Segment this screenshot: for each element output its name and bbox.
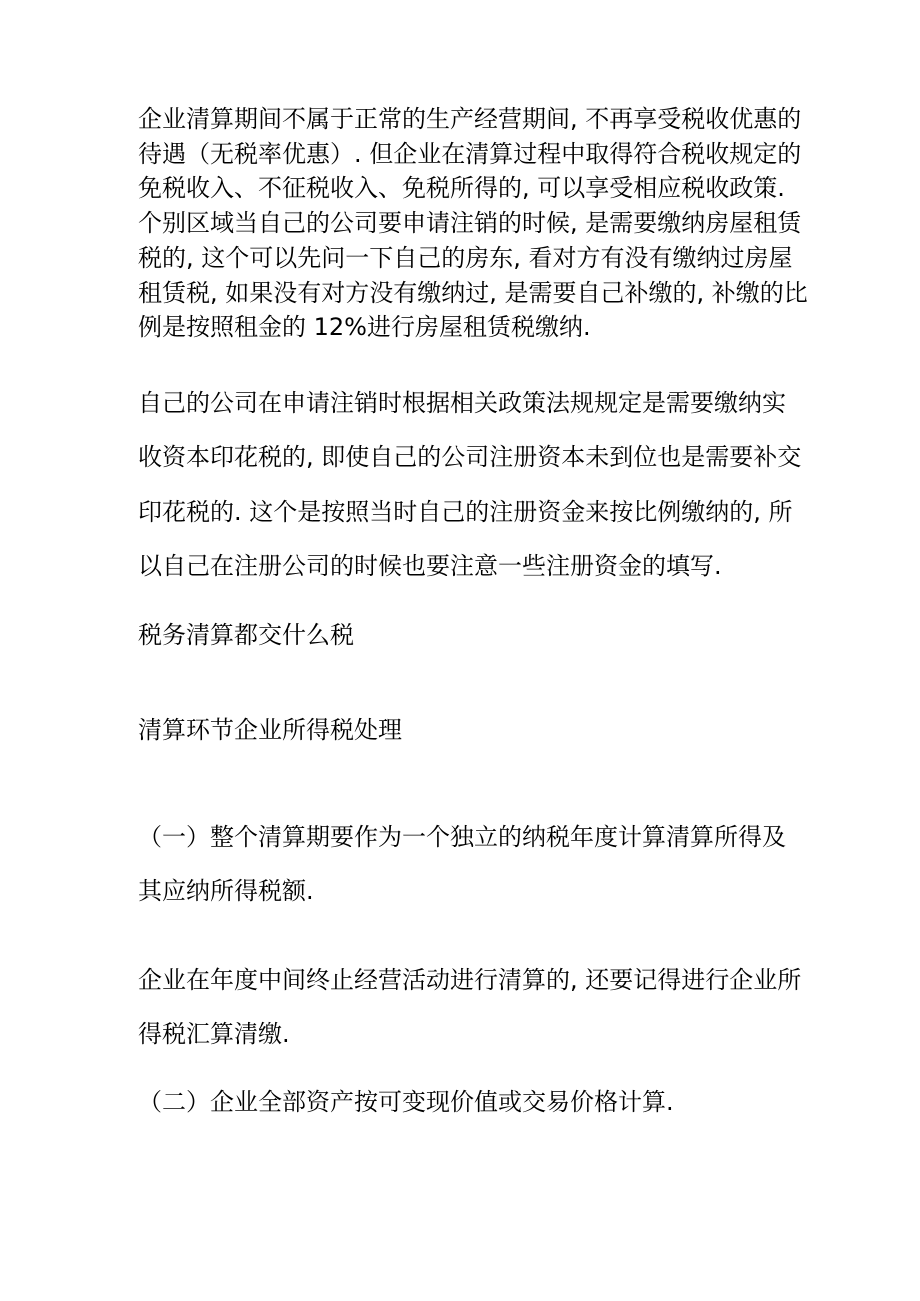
paragraph-item-one bbox=[138, 810, 788, 918]
paragraph-item-two bbox=[138, 1085, 788, 1119]
text-line: 企业清算期间不属于正常的生产经营期间, 不再享受税收优惠的 bbox=[138, 105, 802, 133]
paragraph-stamp-duty bbox=[138, 376, 802, 593]
text-line: 以自己在注册公司的时候也要注意一些注册资金的填写. bbox=[138, 551, 722, 580]
text-line: 清算环节企业所得税处理 bbox=[138, 716, 402, 744]
text-line: 企业在年度中间终止经营活动进行清算的, 还要记得进行企业所 bbox=[138, 966, 802, 994]
text-line: 租赁税, 如果没有对方没有缴纳过, 是需要自己补缴的, 补缴的比 bbox=[138, 278, 808, 307]
paragraph-liquidation-tax-preference bbox=[138, 102, 808, 345]
text-line: （二）企业全部资产按可变现价值或交易价格计算. bbox=[138, 1088, 674, 1116]
text-line: 印花税的. 这个是按照当时自己的注册资金来按比例缴纳的, 所 bbox=[138, 497, 793, 526]
text-line: 得税汇算清缴. bbox=[138, 1020, 290, 1048]
text-line: 税务清算都交什么税 bbox=[138, 621, 354, 649]
heading-income-tax-handling bbox=[138, 713, 788, 747]
text-line: 待遇（无税率优惠）. 但企业在清算过程中取得符合税收规定的 bbox=[138, 139, 802, 168]
text-line: 其应纳所得税额. bbox=[138, 877, 314, 905]
text-line: 收资本印花税的, 即使自己的公司注册资本未到位也是需要补交 bbox=[138, 443, 802, 472]
text-line: 个别区域当自己的公司要申请注销的时候, 是需要缴纳房屋租赁 bbox=[138, 209, 802, 238]
text-line: 自己的公司在申请注销时根据相关政策法规规定是需要缴纳实 bbox=[138, 389, 786, 417]
text-line: 例是按照租金的 12%进行房屋租赁税缴纳. bbox=[138, 313, 591, 342]
text-line: 税的, 这个可以先问一下自己的房东, 看对方有没有缴纳过房屋 bbox=[138, 243, 793, 272]
text-line: 免税收入、不征税收入、免税所得的, 可以享受相应税收政策. bbox=[138, 174, 785, 203]
paragraph-annual-settlement bbox=[138, 953, 802, 1061]
text-line: （一）整个清算期要作为一个独立的纳税年度计算清算所得及 bbox=[138, 823, 786, 851]
heading-what-taxes bbox=[138, 618, 788, 652]
